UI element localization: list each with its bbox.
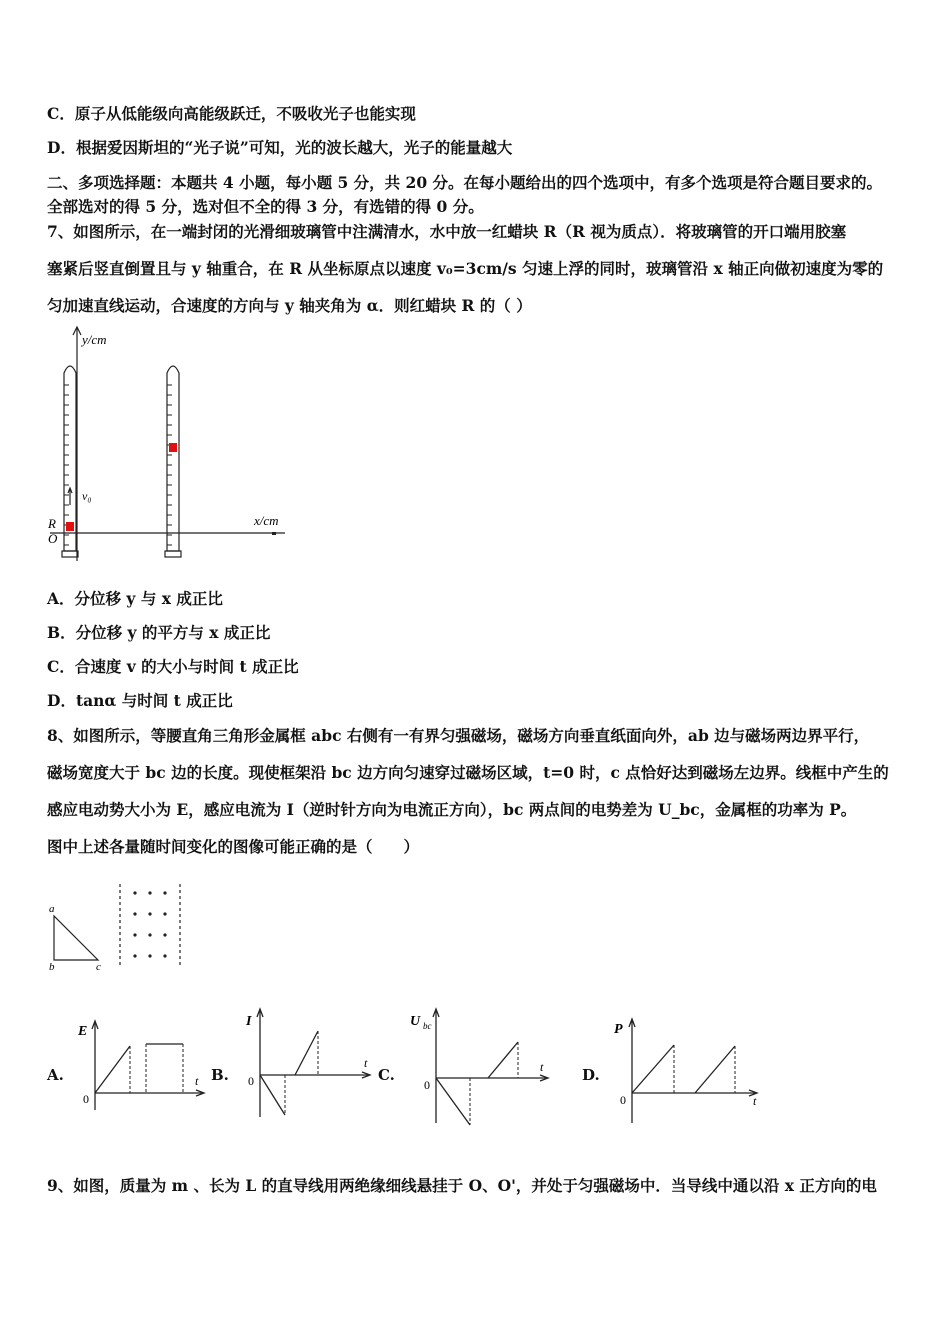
graph-c-zero: 0 (424, 1078, 430, 1092)
y-axis-label: y/cm (82, 332, 107, 347)
q7-option-c: C．合速度 v 的大小与时间 t 成正比 (47, 657, 299, 676)
graph-c-label: C. (378, 1066, 395, 1084)
graph-c (408, 1005, 553, 1127)
q6-option-c: C．原子从低能级向高能级跃迁，不吸收光子也能实现 (47, 104, 416, 123)
vertex-b: b (49, 961, 55, 972)
stopper-right (165, 551, 181, 557)
q9-stem: 9、如图，质量为 m 、长为 L 的直导线用两绝缘细线悬挂于 O、O'，并处于匀强磁场中．当导线中通以沿 x 正方向的电 (47, 1176, 877, 1195)
red-block-moved (169, 443, 177, 452)
origin-label: O (48, 531, 58, 546)
q7-option-a: A．分位移 y 与 x 成正比 (47, 589, 223, 608)
graph-a-t: t (195, 1074, 199, 1088)
graph-d-zero: 0 (620, 1093, 626, 1107)
field-dots (133, 891, 166, 957)
q6-option-d: D．根据爱因斯坦的“光子说”可知，光的波长越大，光子的能量越大 (47, 138, 513, 157)
vertex-c: c (96, 961, 101, 972)
v0-label: v₀ (82, 489, 92, 503)
x-axis-label: x/cm (254, 513, 279, 528)
q8-figure (40, 880, 190, 972)
q8-stem-1: 8、如图所示，等腰直角三角形金属框 abc 右侧有一有界匀强磁场，磁场方向垂直纸面向外，ab 边与磁场两边界平行， (47, 726, 870, 745)
graph-b-zero: 0 (248, 1074, 254, 1088)
tube-right (167, 366, 179, 551)
section2-heading: 二、多项选择题：本题共 4 小题，每小题 5 分，共 20 分。在每小题给出的四个选项中，有多个选项是符合题目要求的。 (47, 173, 883, 192)
graph-d-axis: P (614, 1022, 623, 1037)
q7-stem-2: 塞紧后竖直倒置且与 y 轴重合，在 R 从坐标原点以速度 v₀=3cm/s 匀速上浮的同时，玻璃管沿 x 轴正向做初速度为零的 (47, 259, 884, 278)
q8-stem-4: 图中上述各量随时间变化的图像可能正确的是（ ） (47, 837, 420, 856)
graph-c-axis-sub: bc (423, 1021, 432, 1031)
graph-d (610, 1013, 765, 1125)
triangle-abc (54, 916, 98, 960)
graph-b-axis: I (246, 1014, 252, 1029)
graph-d-label: D. (582, 1066, 600, 1084)
graph-c-t: t (540, 1060, 544, 1074)
graph-a (75, 1015, 210, 1115)
q7-stem-3: 匀加速直线运动，合速度的方向与 y 轴夹角为 α．则红蜡块 R 的（ ） (47, 296, 532, 315)
graph-b-label: B. (211, 1066, 229, 1084)
q7-option-d: D．tanα 与时间 t 成正比 (47, 691, 233, 710)
r-label: R (48, 516, 56, 531)
graph-a-label: A. (47, 1066, 64, 1084)
graph-a-axis: E (78, 1024, 88, 1039)
q7-stem-1: 7、如图所示，在一端封闭的光滑细玻璃管中注满清水，水中放一红蜡块 R（R 视为质点）．将玻璃管的开口端用胶塞 (47, 222, 847, 241)
graph-d-t: t (753, 1094, 757, 1108)
vertex-a: a (49, 903, 55, 915)
graph-b (240, 1005, 375, 1120)
red-block-start (66, 522, 74, 531)
graph-c-axis: U (410, 1014, 421, 1029)
graph-a-zero: 0 (83, 1092, 89, 1106)
section2-heading-cont: 全部选对的得 5 分，选对但不全的得 3 分，有选错的得 0 分。 (47, 197, 484, 216)
stopper-left (62, 551, 78, 557)
q7-option-b: B．分位移 y 的平方与 x 成正比 (47, 623, 271, 642)
graph-b-t: t (364, 1056, 368, 1070)
q8-stem-2: 磁场宽度大于 bc 边的长度。现使框架沿 bc 边方向匀速穿过磁场区域，t=0 时，c 点恰好达到磁场左边界。线框中产生的 (47, 763, 889, 782)
q7-figure (40, 325, 300, 565)
q8-stem-3: 感应电动势大小为 E，感应电流为 I（逆时针方向为电流正方向），bc 两点间的电势差为 U_bc，金属框的功率为 P。 (47, 800, 857, 819)
